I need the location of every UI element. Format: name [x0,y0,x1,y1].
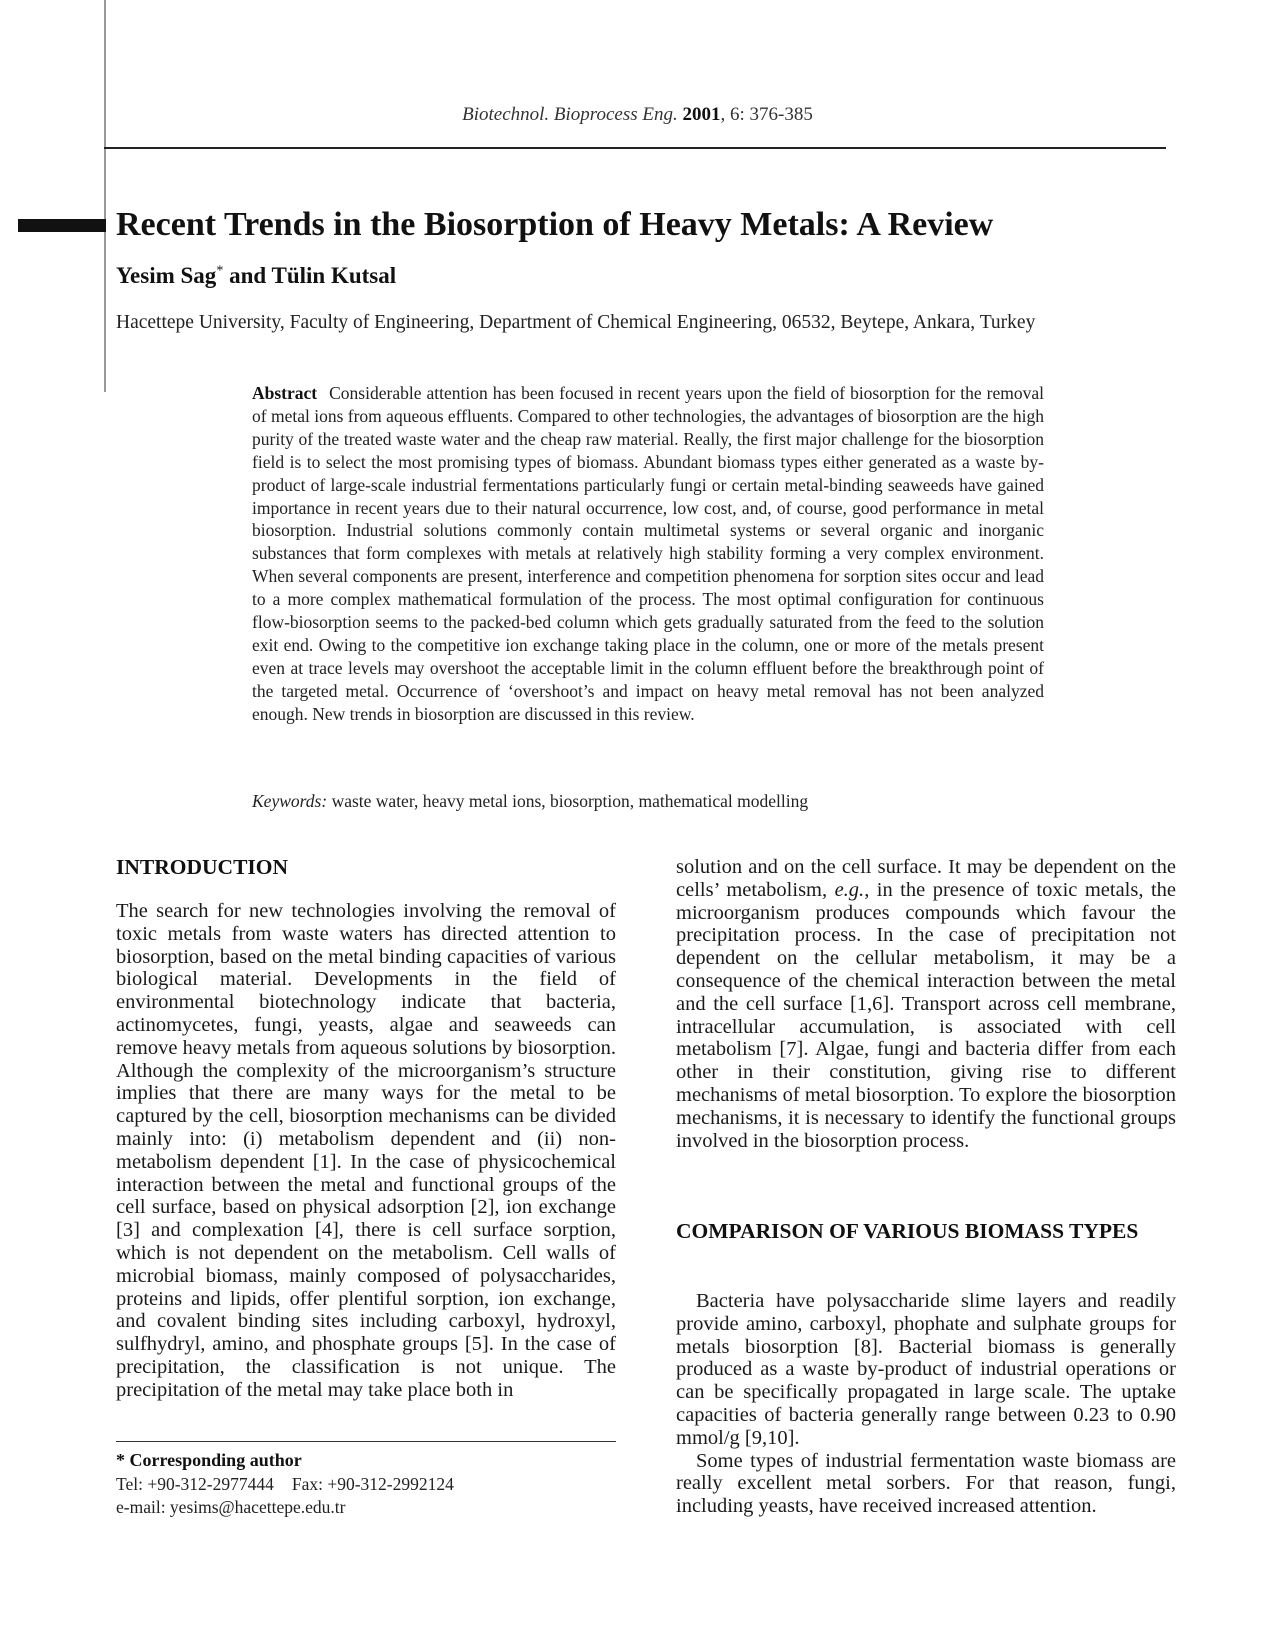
abstract-text: Considerable attention has been focused in recent years upon the field of biosorption for the removal of metal ions from aqueous effluents. Compared to other technologies, the advantages of biosorption are the high purity of the treated waste water and the cheap raw material. Really, the first major challenge for the biosorption field is to select the most promising types of biomass. Abundant biomass types either generated as a waste by-product of large-scale industrial fermentations particularly fungi or certain metal-binding seaweeds have gained importance in recent years due to their natural occurrence, low cost, and, of course, good performance in metal biosorption. Industrial solutions commonly contain multimetal systems or several organic and inorganic substances that form complexes with metals at relatively high stability forming a very complex environment. When several components are present, interference and competition phenomena for sorption sites occur and lead to a more complex mathematical formulation of the process. The most optimal configuration for continuous flow-biosorption seems to the packed-bed column which gets gradually saturated from the feed to the solution exit end. Owing to the competitive ion exchange taking place in the column, one or more of the metals present even at trace levels may overshoot the acceptable limit in the column effluent before the breakthrough point of the targeted metal. Occurrence of ‘overshoot’s and impact on heavy metal removal has not been analyzed enough. New trends in biosorption are discussed in this review. [252,383,1044,724]
comparison-body [676,1290,1176,1518]
keywords [252,791,808,812]
introduction-paragraph: The search for new technologies involving the removal of toxic metals from waste waters has directed attention to biosorption, based on the metal binding capacities of various biological material. Developments in the field of environmental biotechnology indicate that bacteria, actinomycetes, fungi, yeasts, algae and seaweeds can remove heavy metals from aqueous solutions by biosorption. Although the complexity of the microorganism’s structure implies that there are many ways for the metal to be captured by the cell, biosorption mechanisms can be divided mainly into: (i) metabolism dependent and (ii) non-metabolism dependent [1]. In the case of physicochemical interaction between the metal and functional groups of the cell surface, based on physical adsorption [2], ion exchange [3] and complexation [4], there is cell surface sorption, which is not dependent on the metabolism. Cell walls of microbial biomass, mainly composed of polysaccharides, proteins and lipids, offer plentiful sorption, ion exchange, and covalent binding sites including carboxyl, hydroxyl, sulfhydryl, amino, and phosphate groups [5]. In the case of precipitation, the classification is not unique. The precipitation of the metal may take place both in [116,900,616,1401]
article-title: Recent Trends in the Biosorption of Heavy Metals: A Review [116,206,994,243]
introduction-heading: INTRODUCTION [116,855,289,879]
corresponding-mark: * [216,263,224,279]
footnote-title: * Corresponding author [116,1450,302,1470]
author-1: Yesim Sag [116,263,217,288]
footnote-tel: Tel: +90-312-2977444 [116,1474,274,1494]
comparison-heading: COMPARISON OF VARIOUS BIOMASS TYPES [676,1219,1139,1243]
journal-volume-pages: , 6: 376-385 [720,104,813,125]
keywords-label: Keywords: [252,791,328,811]
introduction-continuation [676,856,1176,1152]
left-column [116,900,616,1402]
footnote-contact [116,1474,454,1495]
header-rule [104,147,1166,149]
title-marker-bar [18,219,106,232]
footnote-rule [116,1441,616,1442]
affiliation: Hacettepe University, Faculty of Engineering, Department of Chemical Engineering, 06532, Beytepe, Ankara, Turkey [116,312,1036,333]
abstract-label: Abstract [252,383,318,403]
author-2: Tülin Kutsal [271,263,397,288]
continuation-eg: e.g. [834,878,865,901]
continuation-part-a: solution and on the cell surface. It may be dependent on the cells’ metabolism, [676,856,1176,901]
author-join: and [223,263,272,288]
keywords-text: waste water, heavy metal ions, biosorption, mathematical modelling [327,791,809,811]
journal-abbrev: Biotechnol. Bioprocess Eng. [462,104,678,125]
journal-reference [0,104,1275,126]
comparison-paragraph-1: Bacteria have polysaccharide slime layers and readily provide amino, carboxyl, phophate and sulphate groups for metals biosorption [8]. Bacterial biomass is generally produced as a waste by-product of industrial operations or can be specifically propagated in large scale. The uptake capacities of bacteria generally range between 0.23 to 0.90 mmol/g [9,10]. [676,1290,1176,1449]
comparison-paragraph-2: Some types of industrial fermentation waste biomass are really excellent metal sorbers. For that reason, fungi, including yeasts, have received increased attention. [676,1449,1176,1518]
journal-year: 2001 [682,104,721,125]
footnote-fax: Fax: +90-312-2992124 [291,1474,454,1494]
abstract [252,382,1044,726]
right-column-continuation [676,856,1176,1152]
footnote-email: e-mail: yesims@hacettepe.edu.tr [116,1497,346,1517]
continuation-part-b: , in the presence of toxic metals, the microorganism produces compounds which favour the precipitation process. In the case of precipitation not dependent on the cellular metabolism, it may be a consequence of the chemical interaction between the metal and the cell surface [1,6]. Transport across cell membrane, intracellular accumulation, is associated with cell metabolism [7]. Algae, fungi and bacteria differ from each other in their constitution, giving rise to different mechanisms of metal biosorption. To explore the biosorption mechanisms, it is necessary to identify the functional groups involved in the biosorption process. [676,878,1176,1152]
author-line [116,263,396,289]
left-margin-rule [104,0,106,392]
